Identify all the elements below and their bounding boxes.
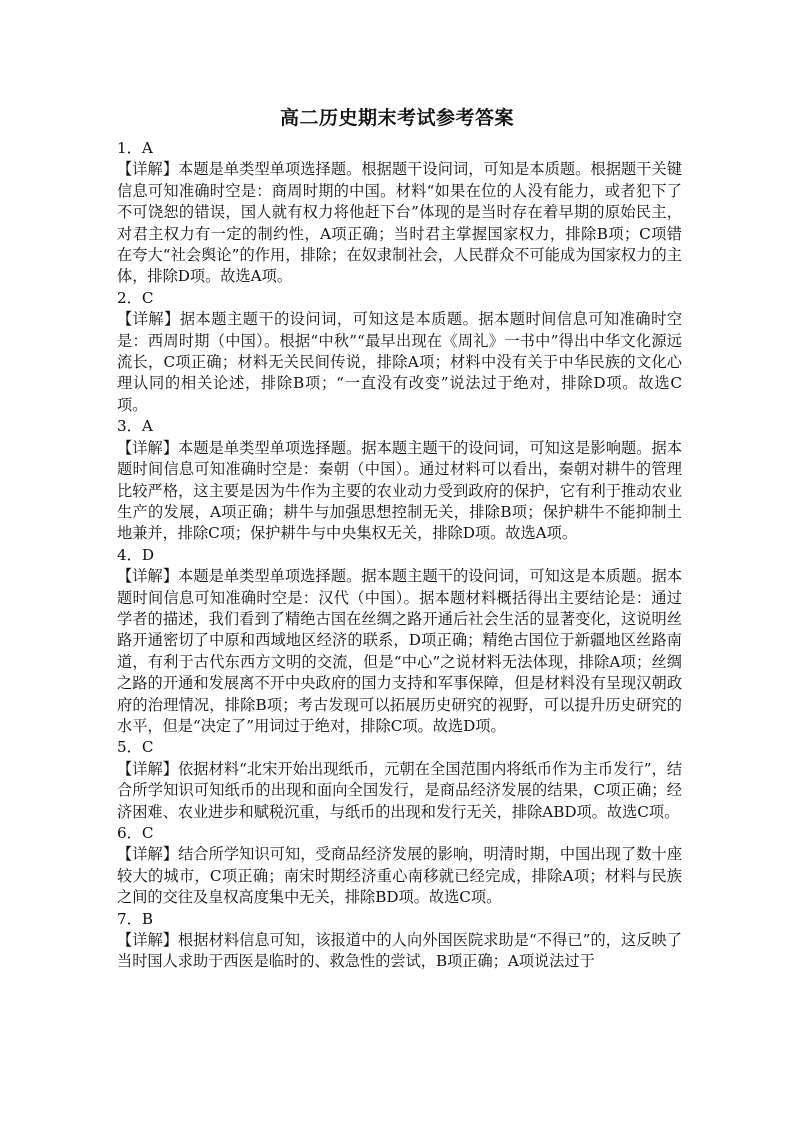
question-number: 2．C [117, 288, 154, 307]
answer-explanation [117, 309, 682, 416]
explanation-tag: 【详解】 [117, 438, 179, 457]
explanation-tag: 【详解】 [117, 845, 179, 864]
answer-explanation [117, 159, 682, 287]
explanation-text: 结合所学知识可知，受商品经济发展的影响，明清时期，中国出现了数十座较大的城市，C项正确；南宋时期经济重心南移就已经完成，排除A项；材料与民族之间的交往及皇权高度集中无关，排除BD项。故选C项。 [117, 845, 683, 907]
answer-list [117, 138, 682, 973]
answer-explanation [117, 930, 682, 973]
answer-item [117, 909, 682, 973]
answer-item [117, 545, 682, 738]
explanation-text: 本题是单类型单项选择题。据本题主题干的设问词，可知这是影响题。据本题时间信息可知准确时空是：秦朝（中国）。通过材料可以看出，秦朝对耕牛的管理比较严格，这主要是因为牛作为主要的农业动力受到政府的保护，它有利于推动农业生产的发展，A项正确；耕牛与加强思想控制无关，排除B项；保护耕牛不能抑制土地兼并，排除C项；保护耕牛与中央集权无关，排除D项。故选A项。 [117, 438, 683, 543]
answer-item [117, 737, 682, 823]
answer-item [117, 823, 682, 909]
question-number: 6．C [117, 824, 154, 842]
page-title: 高二历史期末考试参考答案 [279, 107, 514, 129]
question-number: 4．D [117, 545, 155, 564]
explanation-tag: 【详解】 [117, 567, 179, 586]
answer-explanation [117, 566, 682, 737]
explanation-tag: 【详解】 [117, 759, 179, 778]
question-number: 1．A [117, 139, 153, 157]
answer-explanation [117, 844, 682, 908]
explanation-tag: 【详解】 [117, 310, 180, 329]
answer-item [117, 288, 682, 416]
answer-item [117, 138, 682, 288]
answer-explanation [117, 438, 682, 545]
explanation-text: 据本题主题干的设问词，可知这是本质题。据本题时间信息可知准确时空是：西周时期（中国）。根据“中秋”“最早出现在《周礼》一书中”得出中华文化源远流长，C项正确；材料无关民间传说，排除A项；材料中没有关于中华民族的文化心理认同的相关论述，排除B项；“一直没有改变”说法过于绝对，排除D项。故选C项。 [117, 310, 683, 414]
question-number: 3．A [117, 417, 153, 436]
explanation-text: 本题是单类型单项选择题。根据题干设问词，可知是本质题。根据题干关键信息可知准确时空是：商周时期的中国。材料“如果在位的人没有能力，或者犯下了不可饶恕的错误，国人就有权力将他赶下台”体现的是当时存在着早期的原始民主，对君主权力有一定的制约性，A项正确；当时君主掌握国家权力，排除B项；C项错在夸大“社会舆论”的作用，排除；在奴隶制社会，人民群众不可能成为国家权力的主体，排除D项。故选A项。 [117, 160, 683, 286]
question-number: 5．C [117, 738, 154, 757]
explanation-tag: 【详解】 [117, 931, 179, 950]
explanation-text: 本题是单类型单项选择题。据本题主题干的设问词，可知这是本质题。据本题时间信息可知准确时空是：汉代（中国）。据本题材料概括得出主要结论是：通过学者的描述，我们看到了精绝古国在丝绸之路开通后社会生活的显著变化，这说明丝路开通密切了中原和西域地区经济的联系，D项正确；精绝古国位于新疆地区丝路南道，有利于古代东西方文明的交流，但是“中心”之说材料无法体现，排除A项；丝绸之路的开通和发展离不开中央政府的国力支持和军事保障，但是材料没有呈现汉朝政府的治理情况，排除B项；考古发现可以拓展历史研究的视野，可以提升历史研究的水平，但是“决定了”用词过于绝对，排除C项。故选D项。 [117, 567, 683, 735]
question-number: 7．B [117, 909, 154, 928]
answer-explanation [117, 759, 682, 823]
explanation-tag: 【详解】 [117, 160, 179, 179]
answer-item [117, 416, 682, 544]
explanation-text: 根据材料信息可知，该报道中的人向外国医院求助是“不得已”的，这反映了当时国人求助于西医是临时的、救急性的尝试，B项正确；A项说法过于 [117, 931, 683, 971]
explanation-text: 依据材料“北宋开始出现纸币，元朝在全国范围内将纸币作为主币发行”，结合所学知识可知纸币的出现和面向全国发行，是商品经济发展的结果，C项正确；经济困难、农业进步和赋税沉重，与纸币的出现和发行无关，排除ABD项。故选C项。 [117, 759, 683, 821]
